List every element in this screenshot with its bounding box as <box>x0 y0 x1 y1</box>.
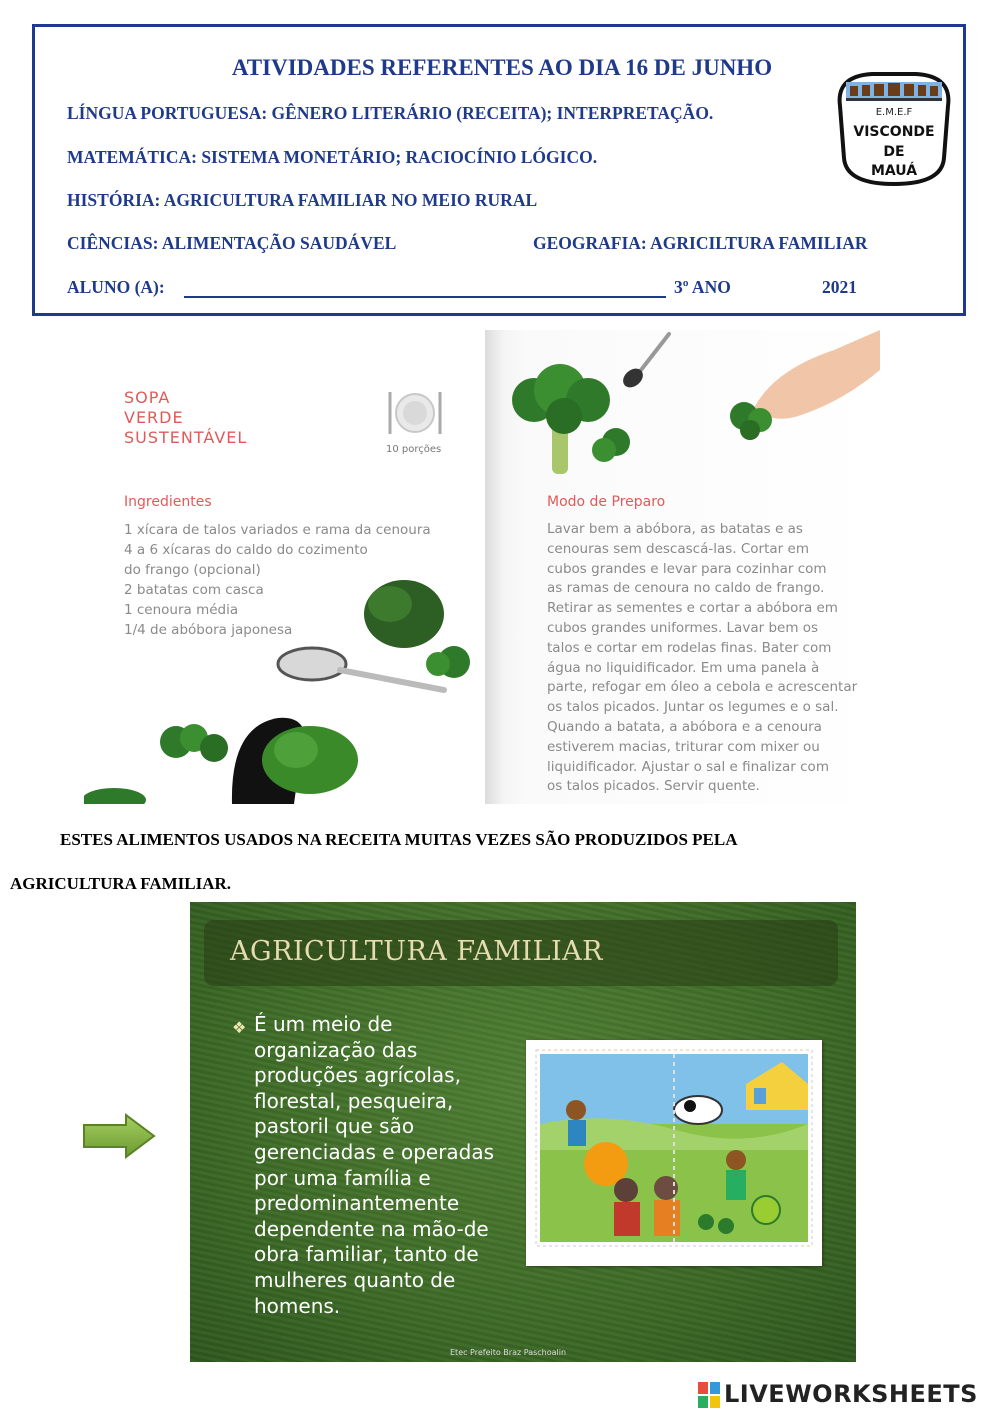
bullet-icon: ❖ <box>232 1020 247 1037</box>
subject-matematica: MATEMÁTICA: SISTEMA MONETÁRIO; RACIOCÍNIO LÓGICO. <box>67 147 598 167</box>
slide-text-line: dependente na mão-de <box>254 1216 489 1241</box>
method-line: água no liquidificador. Em uma panela à <box>547 659 820 676</box>
year-label: 2021 <box>822 277 857 297</box>
slide-text-line: gerenciadas e operadas <box>254 1139 495 1164</box>
ingredient-item: 1/4 de abóbora japonesa <box>124 622 293 638</box>
slide-text-line: predominantemente <box>254 1191 460 1216</box>
agricultura-familiar-slide <box>190 902 856 1362</box>
method-line: liquidificador. Ajustar o sal e finalizar com <box>547 758 829 775</box>
method-line: Retirar as sementes e cortar a abóbora em <box>547 600 838 617</box>
slide-text-line: organização das <box>254 1037 418 1062</box>
arrow-right-icon <box>82 1113 156 1159</box>
method-line: os talos picados. Juntar os legumes e o sal. <box>547 699 839 716</box>
method-line: Quando a batata, a abóbora e a cenoura <box>547 718 822 735</box>
page-title: ATIVIDADES REFERENTES AO DIA 16 DE JUNHO <box>231 55 773 80</box>
slide-text-line: homens. <box>254 1293 341 1318</box>
subject-lingua-portuguesa: LÍNGUA PORTUGUESA: GÊNERO LITERÁRIO (RECEITA); INTERPRETAÇÃO. <box>67 103 714 123</box>
subject-historia: HISTÓRIA: AGRICULTURA FAMILIAR NO MEIO RURAL <box>67 190 538 210</box>
slide-footer: Etec Prefeito Braz Paschoalin <box>450 1348 567 1357</box>
slide-text-line: produções agrícolas, <box>254 1063 461 1088</box>
sentence-line-2: AGRICULTURA FAMILIAR. <box>10 874 232 893</box>
student-name-field[interactable] <box>184 296 666 298</box>
ingredient-item: 1 xícara de talos variados e rama da cenoura <box>124 522 431 538</box>
method-line: as ramas de cenoura no caldo de frango. <box>547 580 825 597</box>
grade-label: 3º ANO <box>674 277 731 297</box>
slide-text-line: obra familiar, tanto de <box>254 1242 479 1267</box>
ingredient-item: 4 a 6 xícaras do caldo do cozimento <box>124 542 368 558</box>
method-line: cubos grandes uniformes. Lavar bem os <box>547 619 819 636</box>
sentence-line-1: ESTES ALIMENTOS USADOS NA RECEITA MUITAS VEZES SÃO PRODUZIDOS PELA <box>60 830 738 849</box>
ingredient-item: 1 cenoura média <box>124 602 239 618</box>
recipe-image <box>84 330 880 804</box>
recipe-title-line: SOPA <box>124 388 171 407</box>
recipe-title <box>124 388 247 448</box>
ingredient-item: do frango (opcional) <box>124 562 261 578</box>
school-logo <box>832 68 956 188</box>
recipe-title-line: VERDE <box>124 408 184 427</box>
watermark-text: LIVEWORKSHEETS <box>724 1380 978 1408</box>
slide-text <box>254 1012 494 1319</box>
ingredient-item: 2 batatas com casca <box>124 582 264 598</box>
header-box <box>32 24 966 316</box>
spoon-icon <box>619 330 679 390</box>
method-line: cubos grandes e levar para cozinhar com <box>547 560 827 577</box>
hand-broccoli-icon <box>714 330 880 442</box>
method-line: cenouras sem descascá-las. Cortar em <box>547 540 809 557</box>
recipe-portions: 10 porções <box>386 444 442 455</box>
plate-icon <box>384 388 446 438</box>
method-line: parte, refogar em óleo a cebola e acrescentar <box>547 679 858 696</box>
liveworksheets-logo-icon <box>698 1382 720 1408</box>
logo-line1: VISCONDE <box>853 124 935 140</box>
ingredients-heading: Ingredientes <box>124 494 212 510</box>
logo-top-text: E.M.E.F <box>875 107 913 118</box>
slide-text-line: mulheres quanto de <box>254 1267 456 1292</box>
subject-geografia: GEOGRAFIA: AGRICILTURA FAMILIAR <box>533 233 868 253</box>
method-text <box>547 520 857 797</box>
method-line: estiverem macias, triturar com mixer ou <box>547 738 820 755</box>
stamp-illustration <box>526 1040 822 1266</box>
postage-stamp-image <box>526 1040 822 1266</box>
slide-text-line: É um meio de <box>254 1012 393 1036</box>
liveworksheets-watermark <box>698 1378 994 1412</box>
subject-ciencias: CIÊNCIAS: ALIMENTAÇÃO SAUDÁVEL <box>67 233 397 253</box>
logo-line3: MAUÁ <box>870 163 918 179</box>
method-line: Lavar bem a abóbora, as batatas e as <box>547 521 803 537</box>
vegetables-bowl-icon <box>84 690 384 804</box>
slide-title: AGRICULTURA FAMILIAR <box>230 936 603 967</box>
slide-text-line: por uma família e <box>254 1165 431 1190</box>
student-label: ALUNO (A): <box>67 277 165 297</box>
slide-text-line: pastoril que são <box>254 1114 415 1139</box>
method-line: os talos picados. Servir quente. <box>547 778 760 795</box>
method-heading: Modo de Preparo <box>547 494 666 510</box>
logo-line2: DE <box>883 144 905 160</box>
slide-text-line: florestal, pesqueira, <box>254 1088 454 1113</box>
recipe-title-line: SUSTENTÁVEL <box>124 428 248 447</box>
method-line: talos e cortar em rodelas finas. Bater com <box>547 639 832 656</box>
